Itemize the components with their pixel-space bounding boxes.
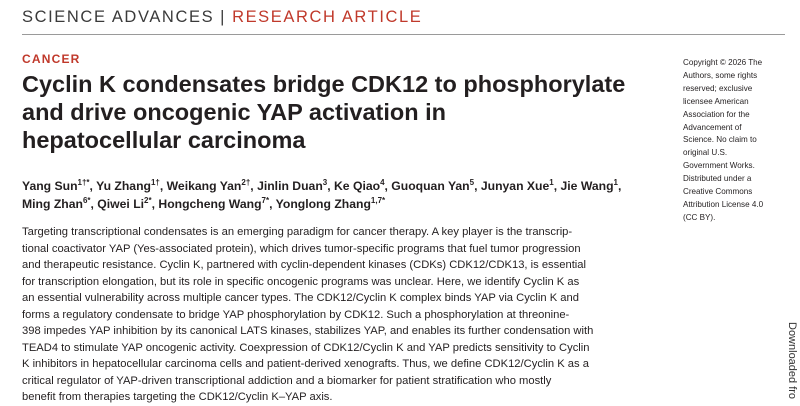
affiliation-number: 2 [144, 196, 149, 205]
copyright-line: licensee American [683, 96, 749, 106]
author-affiliation [371, 196, 385, 205]
abstract-line: 398 impedes YAP inhibition by its canonical LATS kinases, stabilizes YAP, and enables its further condensation with [22, 325, 594, 337]
copyright-line: reserved; exclusive [683, 83, 753, 93]
author-name-text: Jie Wang [560, 179, 614, 193]
author-affiliation [83, 196, 91, 205]
abstract [22, 224, 662, 406]
author-name: Hongcheng Wang$^{7*}$, [158, 196, 273, 211]
author-name [276, 197, 385, 211]
copyright-line: Attribution License 4.0 [683, 199, 764, 209]
author-name-text: Jinlin Duan [257, 179, 323, 193]
author-name: Weikang Yan$^{2\dagger}$, [166, 178, 254, 193]
author-name-text: Junyan Xue [480, 179, 550, 193]
author-name-text: Yu Zhang [96, 179, 151, 193]
abstract-line: forms a regulatory condensate to bridge YAP phosphorylation by CDK12. Such a phosphorylation at threonine- [22, 308, 570, 321]
abstract-line: Targeting transcriptional condensates is an emerging paradigm for cancer therapy. A key player is the transcrip- [22, 226, 573, 238]
journal-header [22, 8, 422, 27]
copyright-line: Distributed under a [683, 174, 752, 184]
author-marks: * [382, 196, 386, 205]
abstract-line: K inhibitors in hepatocellular carcinoma cells and patient-derived xenografts. Thus, we define CDK12/Cyclin K as a [22, 358, 589, 370]
copyright-line: Science. No claim to [683, 135, 757, 145]
affiliation-number: 5 [469, 178, 475, 187]
abstract-line: tional coactivator YAP (Yes-associated protein), which drives tumor-specific programs that fuel tumor progression [22, 242, 581, 255]
affiliation-number: 1 [613, 178, 618, 187]
copyright-line: (CC BY). [683, 212, 716, 222]
author-marks: † [245, 178, 251, 187]
author-name: Guoquan Yan$^5$, [391, 178, 478, 193]
author-affiliation [144, 196, 152, 205]
title-line: hepatocellular carcinoma [22, 127, 306, 153]
author-name: Ke Qiao$^4$, [334, 178, 388, 193]
author-name: Ming Zhan$^{6*}$, [22, 196, 94, 211]
header-separator: | [220, 8, 227, 26]
author-name: Jinlin Duan$^3$, [257, 178, 331, 193]
author-affiliation [549, 178, 553, 187]
author-marks: †* [81, 178, 90, 187]
copyright-line: Copyright © 2026 The [683, 58, 763, 67]
author-name-text: Ke Qiao [334, 179, 381, 193]
affiliation-number: 1 [77, 178, 82, 187]
author-affiliation [78, 178, 90, 187]
abstract-line: and therapeutic resistance. Cyclin K, partnered with cyclin-dependent kinases (CDKs) CDK12/CDK13, is essential [22, 259, 586, 271]
author-affiliation [262, 196, 270, 205]
author-marks: * [148, 196, 152, 205]
copyright-line: original U.S. [683, 148, 728, 158]
article-category: CANCER [22, 52, 81, 66]
affiliation-number: 3 [322, 178, 328, 187]
author-name: Jie Wang$^1$, [560, 178, 622, 193]
author-marks: * [87, 196, 91, 205]
author-affiliation [380, 178, 384, 187]
abstract-line: for transcription elongation, but its role in specific oncogenic programs was unclear. Here, we identify Cyclin K as [22, 275, 580, 288]
abstract-line: critical regulator of YAP-driven transcriptional addiction and a biomarker for patient stratification who mostly [22, 374, 552, 387]
abstract-line: an essential vulnerability across multiple cancer types. The CDK12/Cyclin K complex binds YAP via Cyclin K and [22, 292, 579, 304]
affiliation-number: 1 [549, 178, 554, 187]
author-name-text: Qiwei Li [97, 197, 145, 211]
journal-name: SCIENCE ADVANCES [22, 8, 215, 26]
author-name: Qiwei $Li^{2*}$, [97, 196, 155, 211]
article-type: RESEARCH ARTICLE [232, 8, 423, 26]
author-name-text: Yang Sun [22, 179, 78, 193]
author-marks: † [155, 178, 160, 187]
author-name-text: Hongcheng Wang [158, 197, 262, 211]
author-affiliation [151, 178, 160, 187]
author-name: Yang Sun$^{1\dagger*}$, [22, 178, 93, 193]
author-list [22, 177, 662, 213]
copyright-line: Association for the [683, 109, 750, 119]
abstract-line: TEAD4 to stimulate YAP oncogenic activity. Coexpression of CDK12/Cyclin K and YAP predicts sensitivity to Cyclin [22, 341, 590, 354]
header-rule [22, 34, 785, 35]
author-name-text: Guoquan Yan [391, 179, 470, 193]
author-name-text: Weikang Yan [166, 179, 242, 193]
affiliation-number: 6 [82, 196, 88, 205]
article-title [22, 70, 662, 154]
copyright-line: Creative Commons [683, 187, 753, 197]
title-line: and drive oncogenic YAP activation in [22, 99, 446, 125]
affiliation-number: 1 [150, 178, 156, 187]
author-name: Junyan Xue$^1$, [480, 178, 558, 193]
affiliation-number: 1,7 [370, 196, 383, 205]
author-name-text: Ming Zhan [22, 197, 83, 211]
copyright-line: Advancement of [683, 122, 742, 132]
abstract-line: benefit from therapies targeting the CDK12/Cyclin K–YAP axis. [22, 391, 333, 403]
copyright-line: Government Works. [683, 161, 755, 171]
affiliation-number: 4 [380, 178, 385, 187]
author-name: Yu Zhang$^{1\dagger}$, [96, 178, 164, 193]
title-line: Cyclin K condensates bridge CDK12 to phosphorylate [22, 71, 626, 97]
download-watermark: Downloaded fro [786, 322, 798, 400]
author-affiliation [470, 178, 474, 187]
author-affiliation [241, 178, 250, 187]
author-affiliation [323, 178, 327, 187]
author-affiliation [614, 178, 618, 187]
copyright-notice [683, 57, 791, 225]
affiliation-number: 2 [241, 178, 246, 187]
author-name-text: Yonglong Zhang [275, 197, 371, 211]
affiliation-number: 7 [261, 196, 266, 205]
copyright-line: Authors, some rights [683, 70, 758, 80]
author-marks: * [265, 196, 270, 205]
